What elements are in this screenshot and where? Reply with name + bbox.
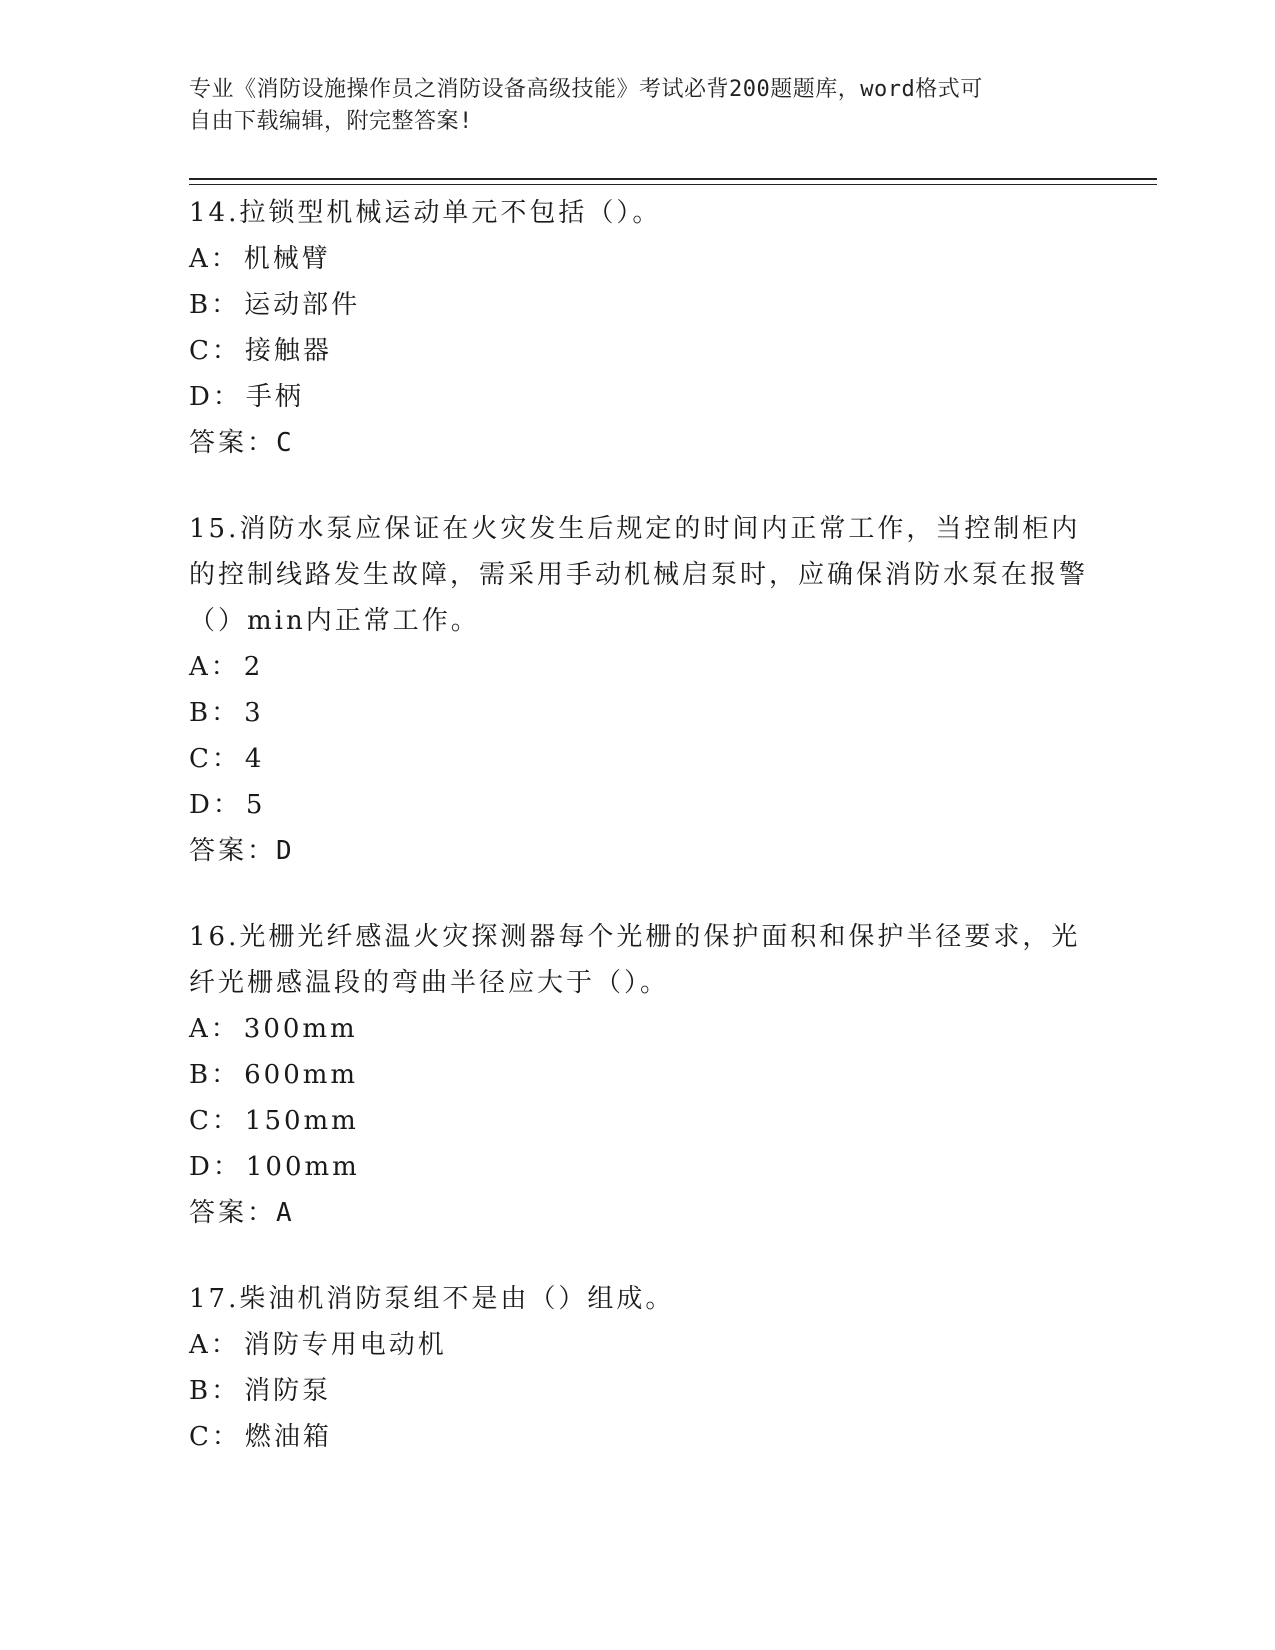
option-text: 600mm [244, 1060, 359, 1090]
option-key: C： [189, 1422, 241, 1452]
option-key: C： [189, 744, 241, 774]
option-text: 接触器 [244, 336, 332, 366]
option-c [189, 736, 1089, 782]
option-key: C： [189, 1106, 241, 1136]
option-key: B： [189, 1376, 241, 1406]
option-text: 300mm [243, 1014, 358, 1044]
question-list [189, 190, 1089, 1500]
header-line-2: 自由下载编辑，附完整答案! [189, 109, 473, 134]
header-divider-thick [189, 178, 1157, 180]
option-d [189, 782, 1089, 828]
question-stem: 15.消防水泵应保证在火灾发生后规定的时间内正常工作，当控制柜内的控制线路发生故障，需采用手动机械启泵时，应确保消防水泵在报警（）min内正常工作。 [189, 514, 1089, 636]
header-divider-thin [189, 184, 1157, 185]
option-c [189, 328, 1089, 374]
option-key: A： [189, 652, 240, 682]
answer-line [189, 1190, 1089, 1236]
answer-label: 答案： [189, 428, 277, 458]
option-text: 3 [244, 698, 264, 728]
option-c [189, 1414, 1089, 1460]
question-17 [189, 1276, 1089, 1460]
option-d [189, 374, 1089, 420]
option-key: D： [189, 382, 242, 412]
option-key: A： [189, 1014, 240, 1044]
option-a [189, 236, 1089, 282]
answer-value: A [276, 1198, 293, 1228]
option-d [189, 1144, 1089, 1190]
answer-value: D [276, 836, 293, 866]
answer-label: 答案： [189, 836, 277, 866]
option-text: 燃油箱 [244, 1422, 332, 1452]
question-stem: 16.光栅光纤感温火灾探测器每个光栅的保护面积和保护半径要求，光纤光栅感温段的弯曲半径应大于（）。 [189, 922, 1081, 998]
option-key: C： [189, 336, 241, 366]
option-b [189, 1368, 1089, 1414]
option-key: B： [189, 290, 241, 320]
answer-line [189, 828, 1089, 874]
option-key: B： [189, 1060, 241, 1090]
answer-line [189, 420, 1089, 466]
question-16 [189, 914, 1089, 1236]
question-15 [189, 506, 1089, 874]
option-text: 150mm [244, 1106, 359, 1136]
option-text: 手柄 [245, 382, 304, 412]
option-c [189, 1098, 1089, 1144]
option-text: 100mm [245, 1152, 360, 1182]
document-header [189, 74, 1089, 138]
option-text: 运动部件 [244, 290, 361, 320]
header-line-1: 专业《消防设施操作员之消防设备高级技能》考试必背200题题库，word格式可 [189, 77, 983, 102]
question-stem: 17.柴油机消防泵组不是由（）组成。 [189, 1284, 675, 1314]
option-text: 消防泵 [244, 1376, 332, 1406]
option-b [189, 1052, 1089, 1098]
option-b [189, 690, 1089, 736]
question-stem: 14.拉锁型机械运动单元不包括（）。 [189, 198, 662, 228]
option-text: 消防专用电动机 [243, 1330, 447, 1360]
answer-label: 答案： [189, 1198, 277, 1228]
question-14 [189, 190, 1089, 466]
option-a [189, 1006, 1089, 1052]
option-b [189, 282, 1089, 328]
option-key: D： [189, 790, 242, 820]
option-key: A： [189, 1330, 240, 1360]
option-key: B： [189, 698, 241, 728]
option-key: D： [189, 1152, 242, 1182]
option-a [189, 1322, 1089, 1368]
answer-value: C [276, 428, 293, 458]
option-text: 机械臂 [243, 244, 331, 274]
option-text: 4 [244, 744, 265, 774]
option-a [189, 644, 1089, 690]
option-text: 2 [243, 652, 264, 682]
option-key: A： [189, 244, 240, 274]
option-text: 5 [245, 790, 266, 820]
